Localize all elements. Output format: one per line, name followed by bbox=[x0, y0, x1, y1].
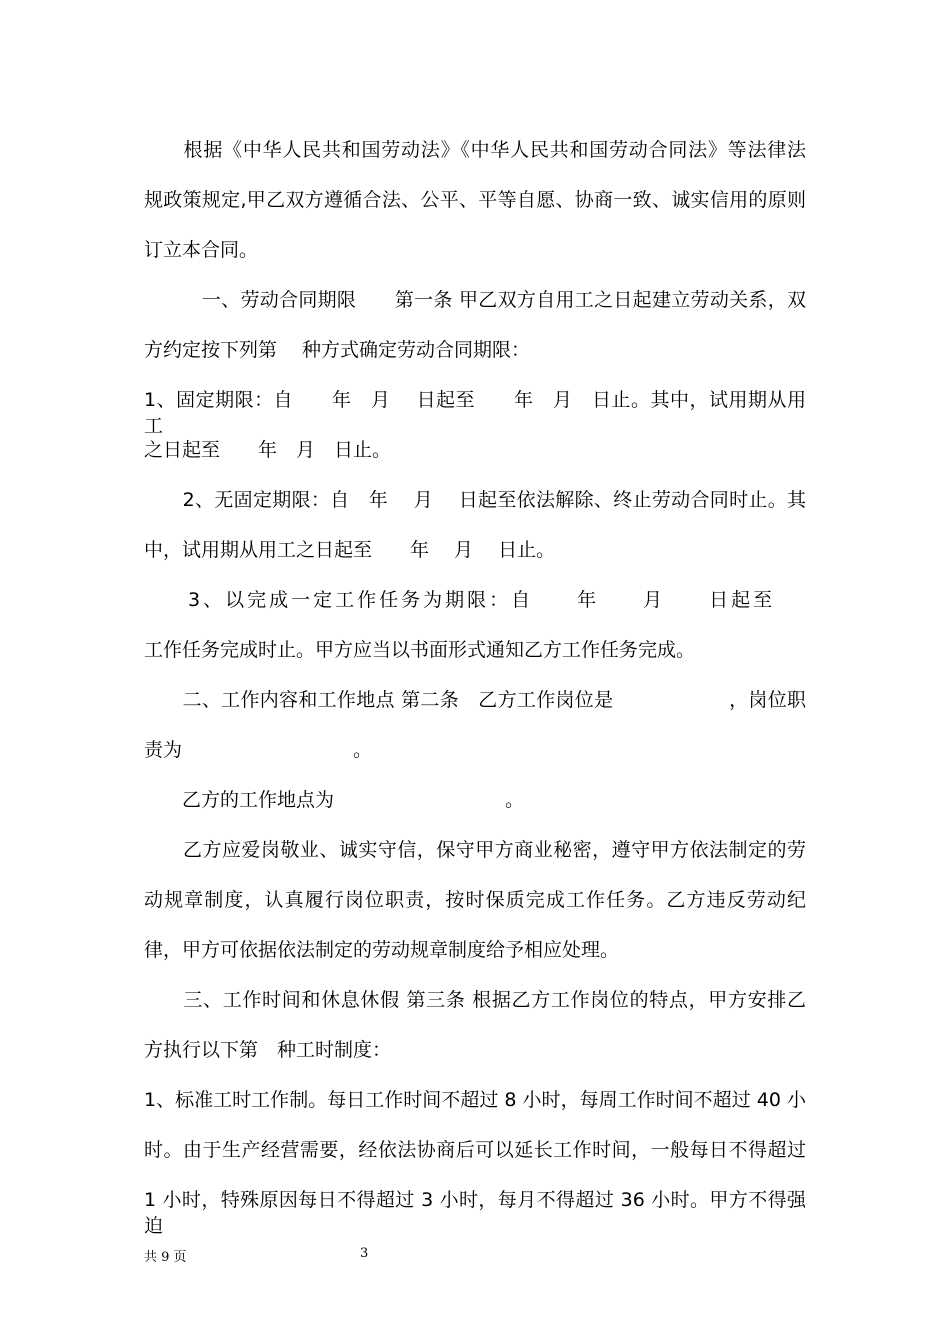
text-line: 订立本合同。 bbox=[144, 239, 259, 261]
text-line: 三、工作时间和休息休假 第三条 根据乙方工作岗位的特点，甲方安排乙 bbox=[144, 989, 806, 1011]
text-line: 乙方应爱岗敬业、诚实守信，保守甲方商业秘密，遵守甲方依法制定的劳 bbox=[144, 839, 806, 861]
text-line: 乙方的工作地点为 。 bbox=[144, 789, 525, 811]
text-line: 一、劳动合同期限 第一条 甲乙双方自用工之日起建立劳动关系，双 bbox=[144, 289, 806, 311]
text-line: 律，甲方可依据依法制定的劳动规章制度给予相应处理。 bbox=[144, 939, 620, 961]
text-line: 时。由于生产经营需要，经依法协商后可以延长工作时间，一般每日不得超过 bbox=[144, 1139, 806, 1161]
text-line: 方约定按下列第 种方式确定劳动合同期限： bbox=[144, 339, 531, 361]
text-line: 根据《中华人民共和国劳动法》《中华人民共和国劳动合同法》等法律法 bbox=[144, 139, 806, 161]
text-line: 二、工作内容和工作地点 第二条 乙方工作岗位是 ，岗位职 bbox=[144, 689, 806, 711]
text-line: 1 小时，特殊原因每日不得超过 3 小时，每月不得超过 36 小时。甲方不得强迫 bbox=[144, 1189, 806, 1237]
text-line: 1、固定期限：自 年 月 日起至 年 月 日止。其中，试用期从用工 bbox=[144, 389, 806, 437]
text-line: 责为 。 bbox=[144, 739, 373, 761]
text-line: 3、以完成一定工作任务为期限：自 年 月 日起至 bbox=[144, 589, 776, 611]
text-line: 规政策规定,甲乙双方遵循合法、公平、平等自愿、协商一致、诚实信用的原则 bbox=[144, 189, 806, 211]
text-line: 工作任务完成时止。甲方应当以书面形式通知乙方工作任务完成。 bbox=[144, 639, 696, 661]
footer-page-number: 3 bbox=[360, 1246, 369, 1261]
text-line: 之日起至 年 月 日止。 bbox=[144, 439, 392, 461]
text-line: 方执行以下第 种工时制度： bbox=[144, 1039, 392, 1061]
footer-total-pages: 共 9 页 bbox=[144, 1250, 187, 1265]
text-line: 2、无固定期限：自 年 月 日起至依法解除、终止劳动合同时止。其 bbox=[144, 489, 806, 511]
text-line: 1、标准工时工作制。每日工作时间不超过 8 小时，每周工作时间不超过 40 小 bbox=[144, 1089, 806, 1111]
text-line: 中，试用期从用工之日起至 年 月 日止。 bbox=[144, 539, 556, 561]
text-line: 动规章制度，认真履行岗位职责，按时保质完成工作任务。乙方违反劳动纪 bbox=[144, 889, 806, 911]
